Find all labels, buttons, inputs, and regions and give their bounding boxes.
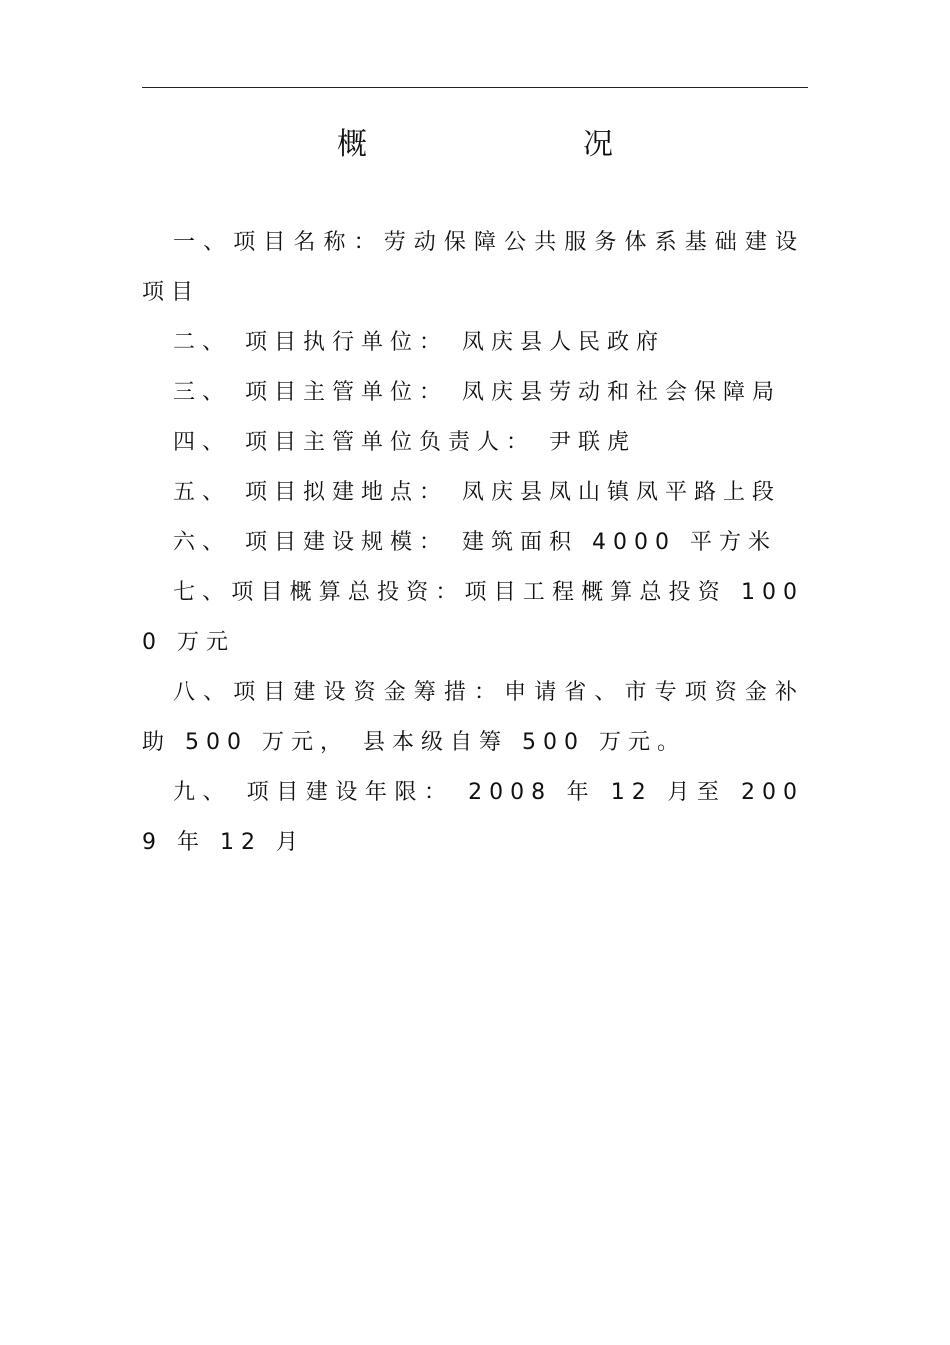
document-body bbox=[142, 218, 804, 868]
document-title: 概 况 bbox=[337, 127, 665, 162]
header-rule bbox=[142, 87, 808, 88]
item-executing-unit: 二、 项目执行单位： 凤庆县人民政府 bbox=[173, 330, 665, 355]
item-funding-sources: 八、项目建设资金筹措：申请省、市专项资金补助 500 万元， 县本级自筹 500 万元。 bbox=[142, 680, 804, 755]
item-construction-period: 九、 项目建设年限： 2008 年 12 月至 2009 年 12 月 bbox=[142, 780, 804, 855]
item-total-investment: 七、项目概算总投资：项目工程概算总投资 1000 万元 bbox=[142, 580, 804, 655]
item-construction-scale: 六、 项目建设规模： 建筑面积 4000 平方米 bbox=[173, 530, 777, 555]
item-site-location: 五、 项目拟建地点： 凤庆县凤山镇凤平路上段 bbox=[173, 480, 781, 505]
item-responsible-person: 四、 项目主管单位负责人： 尹联虎 bbox=[173, 430, 636, 455]
item-project-name: 一、项目名称：劳动保障公共服务体系基础建设项目 bbox=[142, 230, 804, 305]
item-supervising-unit: 三、 项目主管单位： 凤庆县劳动和社会保障局 bbox=[173, 380, 781, 405]
